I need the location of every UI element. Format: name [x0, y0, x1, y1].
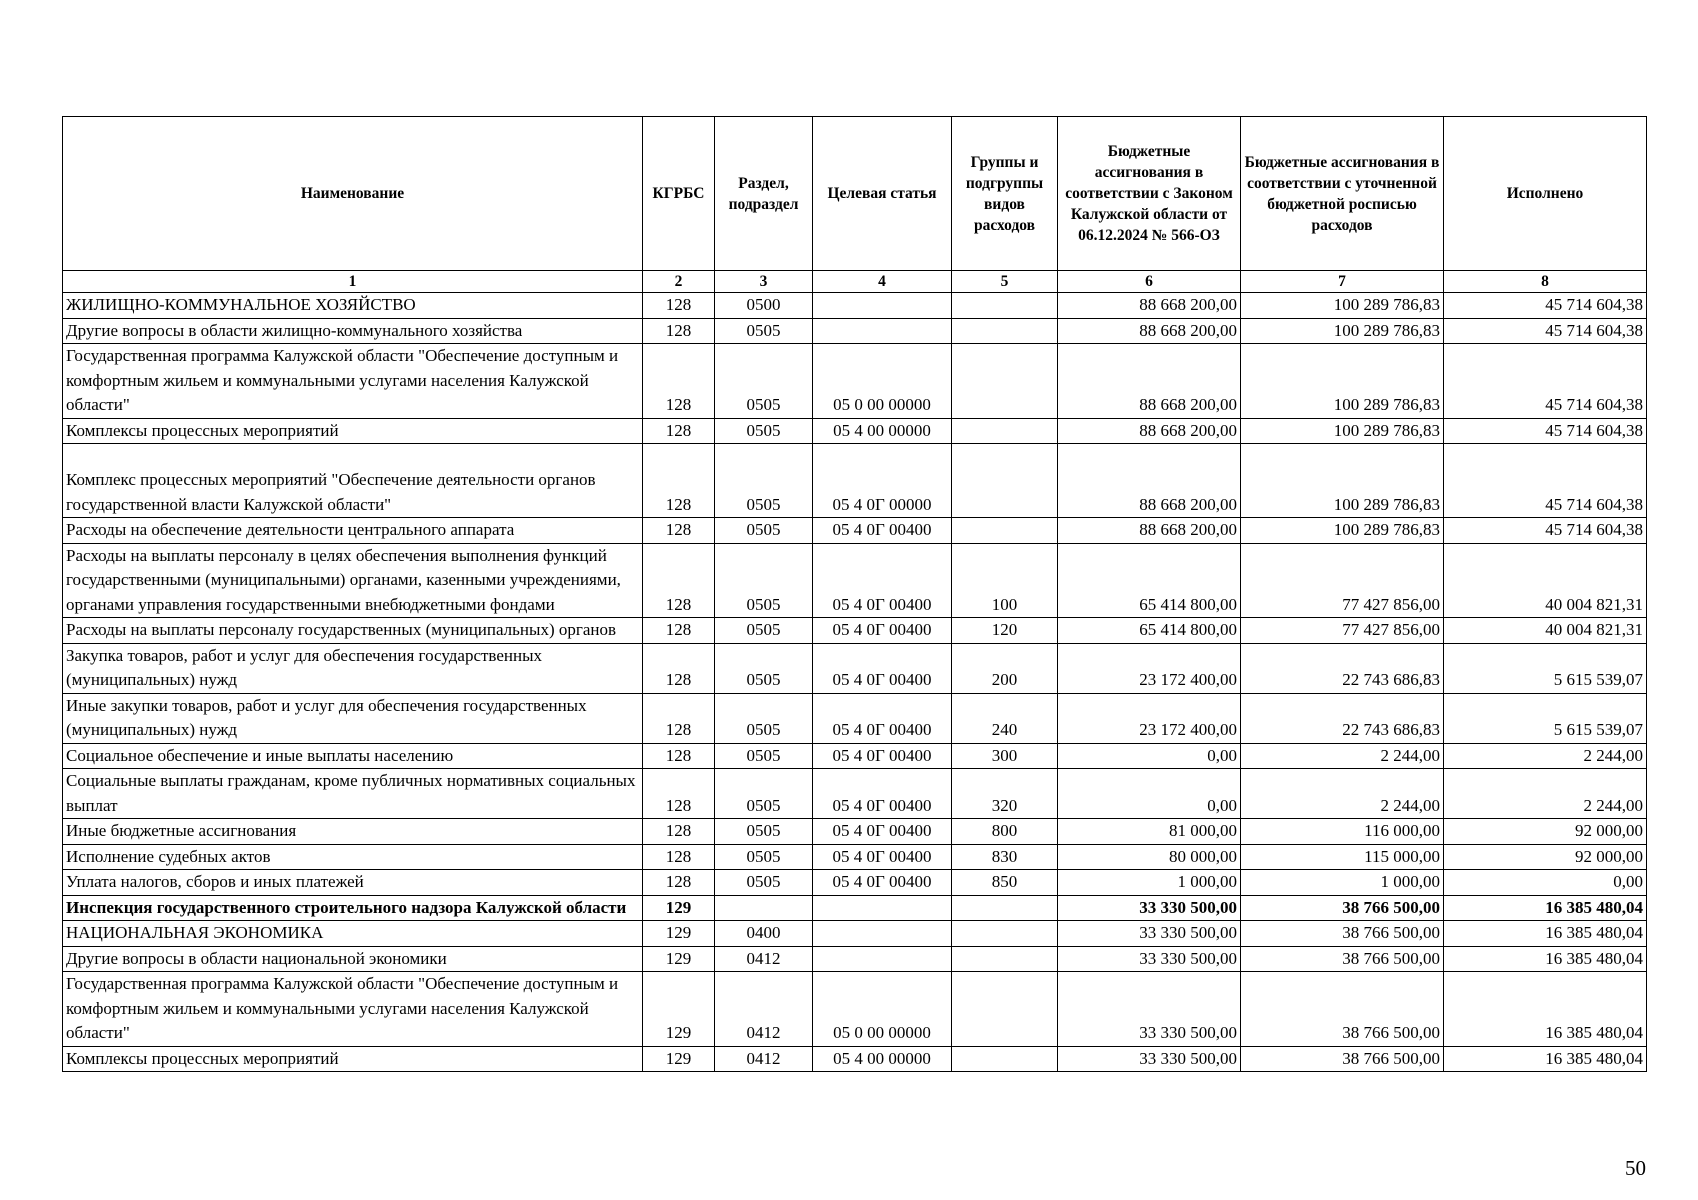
row-razdel: 0505	[715, 743, 813, 769]
row-razdel: 0505	[715, 543, 813, 618]
row-name: Комплексы процессных мероприятий	[63, 1046, 643, 1072]
row-article: 05 4 0Г 00400	[813, 844, 952, 870]
table-row	[63, 769, 1647, 819]
row-executed-amount: 92 000,00	[1444, 844, 1647, 870]
row-razdel: 0505	[715, 643, 813, 693]
row-executed-amount: 5 615 539,07	[1444, 693, 1647, 743]
row-name: Закупка товаров, работ и услуг для обеспечения государственных (муниципальных) нужд	[63, 643, 643, 693]
row-refined-amount: 100 289 786,83	[1241, 444, 1444, 518]
row-refined-amount: 2 244,00	[1241, 769, 1444, 819]
row-group	[952, 318, 1058, 344]
row-razdel: 0505	[715, 518, 813, 544]
row-kgrbs: 128	[643, 618, 715, 644]
row-group: 800	[952, 819, 1058, 845]
row-kgrbs: 128	[643, 870, 715, 896]
column-number-row	[63, 271, 1647, 293]
row-refined-amount: 115 000,00	[1241, 844, 1444, 870]
table-row	[63, 293, 1647, 319]
row-kgrbs: 128	[643, 318, 715, 344]
row-refined-amount: 22 743 686,83	[1241, 643, 1444, 693]
row-law-amount: 88 668 200,00	[1058, 444, 1241, 518]
row-article: 05 4 0Г 00400	[813, 518, 952, 544]
spacer	[66, 444, 639, 468]
column-number: 4	[813, 271, 952, 293]
row-razdel: 0505	[715, 444, 813, 518]
row-law-amount: 1 000,00	[1058, 870, 1241, 896]
row-law-amount: 33 330 500,00	[1058, 946, 1241, 972]
row-law-amount: 88 668 200,00	[1058, 344, 1241, 419]
row-group: 240	[952, 693, 1058, 743]
row-kgrbs: 129	[643, 895, 715, 921]
row-name: ЖИЛИЩНО-КОММУНАЛЬНОЕ ХОЗЯЙСТВО	[63, 293, 643, 319]
row-executed-amount: 45 714 604,38	[1444, 518, 1647, 544]
row-name: Расходы на выплаты персоналу в целях обеспечения выполнения функций государственными (муниципальными) органами, казенными учреждениями, органами управления государственными внебюджетными фондами	[63, 543, 643, 618]
column-number: 5	[952, 271, 1058, 293]
row-razdel: 0505	[715, 693, 813, 743]
column-header-kgrbs: КГРБС	[643, 117, 715, 271]
row-article	[813, 921, 952, 947]
row-executed-amount: 45 714 604,38	[1444, 418, 1647, 444]
table-row	[63, 819, 1647, 845]
row-executed-amount: 45 714 604,38	[1444, 344, 1647, 419]
row-razdel: 0412	[715, 946, 813, 972]
column-header-executed: Исполнено	[1444, 117, 1647, 271]
row-group	[952, 1046, 1058, 1072]
row-refined-amount: 100 289 786,83	[1241, 418, 1444, 444]
table-row	[63, 946, 1647, 972]
row-law-amount: 80 000,00	[1058, 844, 1241, 870]
row-refined-amount: 100 289 786,83	[1241, 293, 1444, 319]
row-group: 320	[952, 769, 1058, 819]
row-group	[952, 921, 1058, 947]
row-kgrbs: 129	[643, 946, 715, 972]
row-name: Другие вопросы в области национальной экономики	[63, 946, 643, 972]
row-group	[952, 344, 1058, 419]
row-kgrbs: 128	[643, 293, 715, 319]
row-group	[952, 418, 1058, 444]
column-number: 6	[1058, 271, 1241, 293]
row-refined-amount: 38 766 500,00	[1241, 972, 1444, 1047]
table-row	[63, 743, 1647, 769]
row-refined-amount: 77 427 856,00	[1241, 618, 1444, 644]
row-law-amount: 88 668 200,00	[1058, 518, 1241, 544]
row-executed-amount: 2 244,00	[1444, 769, 1647, 819]
row-group	[952, 972, 1058, 1047]
table-row	[63, 518, 1647, 544]
row-name: Расходы на выплаты персоналу государственных (муниципальных) органов	[63, 618, 643, 644]
row-kgrbs: 128	[643, 769, 715, 819]
budget-table	[62, 116, 1647, 1072]
table-row	[63, 444, 1647, 518]
row-refined-amount: 38 766 500,00	[1241, 1046, 1444, 1072]
row-group	[952, 293, 1058, 319]
row-article: 05 4 0Г 00400	[813, 743, 952, 769]
row-razdel: 0505	[715, 344, 813, 419]
column-header-refined: Бюджетные ассигнования в соответствии с уточненной бюджетной росписью расходов	[1241, 117, 1444, 271]
row-law-amount: 33 330 500,00	[1058, 921, 1241, 947]
row-name: Государственная программа Калужской области "Обеспечение доступным и комфортным жильем и коммунальными услугами населения Калужской области"	[63, 972, 643, 1047]
row-group: 120	[952, 618, 1058, 644]
row-name-text: Комплекс процессных мероприятий "Обеспечение деятельности органов государственной власти Калужской области"	[66, 470, 596, 514]
row-group: 200	[952, 643, 1058, 693]
row-razdel: 0505	[715, 844, 813, 870]
column-number: 2	[643, 271, 715, 293]
row-razdel: 0505	[715, 769, 813, 819]
table-row	[63, 344, 1647, 419]
row-law-amount: 33 330 500,00	[1058, 895, 1241, 921]
row-law-amount: 23 172 400,00	[1058, 643, 1241, 693]
row-article: 05 4 0Г 00400	[813, 819, 952, 845]
row-article: 05 4 0Г 00400	[813, 870, 952, 896]
row-razdel: 0505	[715, 870, 813, 896]
row-kgrbs: 128	[643, 444, 715, 518]
column-header-article: Целевая статья	[813, 117, 952, 271]
column-header-law: Бюджетные ассигнования в соответствии с Законом Калужской области от 06.12.2024 № 566-ОЗ	[1058, 117, 1241, 271]
table-row	[63, 618, 1647, 644]
row-law-amount: 65 414 800,00	[1058, 618, 1241, 644]
row-executed-amount: 92 000,00	[1444, 819, 1647, 845]
row-group: 850	[952, 870, 1058, 896]
row-article	[813, 318, 952, 344]
row-razdel: 0400	[715, 921, 813, 947]
column-number: 1	[63, 271, 643, 293]
row-article: 05 4 00 00000	[813, 418, 952, 444]
row-name: Иные закупки товаров, работ и услуг для обеспечения государственных (муниципальных) нужд	[63, 693, 643, 743]
row-kgrbs: 128	[643, 344, 715, 419]
row-name	[63, 444, 643, 518]
table-row	[63, 643, 1647, 693]
row-article: 05 4 0Г 00400	[813, 643, 952, 693]
row-refined-amount: 38 766 500,00	[1241, 921, 1444, 947]
row-group	[952, 444, 1058, 518]
row-executed-amount: 16 385 480,04	[1444, 921, 1647, 947]
row-name: НАЦИОНАЛЬНАЯ ЭКОНОМИКА	[63, 921, 643, 947]
column-header-group: Группы и подгруппы видов расходов	[952, 117, 1058, 271]
column-number: 8	[1444, 271, 1647, 293]
row-law-amount: 0,00	[1058, 743, 1241, 769]
column-number: 7	[1241, 271, 1444, 293]
row-law-amount: 23 172 400,00	[1058, 693, 1241, 743]
row-razdel: 0505	[715, 819, 813, 845]
row-article: 05 4 0Г 00400	[813, 543, 952, 618]
row-name: Социальное обеспечение и иные выплаты населению	[63, 743, 643, 769]
row-refined-amount: 116 000,00	[1241, 819, 1444, 845]
row-refined-amount: 38 766 500,00	[1241, 895, 1444, 921]
header-row	[63, 117, 1647, 271]
row-executed-amount: 16 385 480,04	[1444, 895, 1647, 921]
row-razdel: 0505	[715, 318, 813, 344]
row-kgrbs: 128	[643, 743, 715, 769]
row-law-amount: 81 000,00	[1058, 819, 1241, 845]
table-row	[63, 972, 1647, 1047]
table-row	[63, 693, 1647, 743]
row-name: Инспекция государственного строительного надзора Калужской области	[63, 895, 643, 921]
row-kgrbs: 128	[643, 819, 715, 845]
column-header-razdel: Раздел, подраздел	[715, 117, 813, 271]
row-name: Расходы на обеспечение деятельности центрального аппарата	[63, 518, 643, 544]
row-kgrbs: 128	[643, 543, 715, 618]
row-name: Исполнение судебных актов	[63, 844, 643, 870]
row-article: 05 4 0Г 00400	[813, 618, 952, 644]
row-refined-amount: 38 766 500,00	[1241, 946, 1444, 972]
row-executed-amount: 2 244,00	[1444, 743, 1647, 769]
row-name: Другие вопросы в области жилищно-коммунального хозяйства	[63, 318, 643, 344]
row-article: 05 4 00 00000	[813, 1046, 952, 1072]
row-law-amount: 33 330 500,00	[1058, 1046, 1241, 1072]
row-article: 05 0 00 00000	[813, 972, 952, 1047]
row-refined-amount: 100 289 786,83	[1241, 318, 1444, 344]
row-kgrbs: 129	[643, 972, 715, 1047]
row-executed-amount: 40 004 821,31	[1444, 543, 1647, 618]
row-executed-amount: 16 385 480,04	[1444, 972, 1647, 1047]
table-row	[63, 921, 1647, 947]
row-refined-amount: 77 427 856,00	[1241, 543, 1444, 618]
row-razdel	[715, 895, 813, 921]
row-name: Государственная программа Калужской области "Обеспечение доступным и комфортным жильем и коммунальными услугами населения Калужской области"	[63, 344, 643, 419]
row-group	[952, 518, 1058, 544]
row-law-amount: 33 330 500,00	[1058, 972, 1241, 1047]
table-row	[63, 870, 1647, 896]
table-row	[63, 418, 1647, 444]
row-group: 300	[952, 743, 1058, 769]
row-kgrbs: 128	[643, 844, 715, 870]
column-number: 3	[715, 271, 813, 293]
row-article	[813, 946, 952, 972]
row-kgrbs: 128	[643, 418, 715, 444]
row-group	[952, 946, 1058, 972]
page-number: 50	[1625, 1156, 1646, 1180]
row-razdel: 0412	[715, 1046, 813, 1072]
row-refined-amount: 2 244,00	[1241, 743, 1444, 769]
row-refined-amount: 100 289 786,83	[1241, 518, 1444, 544]
table-row	[63, 318, 1647, 344]
row-article: 05 4 0Г 00400	[813, 693, 952, 743]
row-razdel: 0412	[715, 972, 813, 1047]
row-kgrbs: 129	[643, 1046, 715, 1072]
row-razdel: 0505	[715, 418, 813, 444]
row-executed-amount: 45 714 604,38	[1444, 444, 1647, 518]
table-row	[63, 1046, 1647, 1072]
row-law-amount: 88 668 200,00	[1058, 293, 1241, 319]
row-article	[813, 895, 952, 921]
row-law-amount: 0,00	[1058, 769, 1241, 819]
row-group: 830	[952, 844, 1058, 870]
row-kgrbs: 129	[643, 921, 715, 947]
table-row	[63, 543, 1647, 618]
row-kgrbs: 128	[643, 693, 715, 743]
row-executed-amount: 45 714 604,38	[1444, 293, 1647, 319]
row-razdel: 0500	[715, 293, 813, 319]
row-article: 05 4 0Г 00000	[813, 444, 952, 518]
row-refined-amount: 100 289 786,83	[1241, 344, 1444, 419]
row-law-amount: 88 668 200,00	[1058, 318, 1241, 344]
row-kgrbs: 128	[643, 518, 715, 544]
row-refined-amount: 22 743 686,83	[1241, 693, 1444, 743]
row-name: Социальные выплаты гражданам, кроме публичных нормативных социальных выплат	[63, 769, 643, 819]
row-name: Иные бюджетные ассигнования	[63, 819, 643, 845]
row-article	[813, 293, 952, 319]
row-executed-amount: 0,00	[1444, 870, 1647, 896]
row-article: 05 0 00 00000	[813, 344, 952, 419]
row-law-amount: 88 668 200,00	[1058, 418, 1241, 444]
row-executed-amount: 45 714 604,38	[1444, 318, 1647, 344]
table-body	[63, 293, 1647, 1072]
column-header-name: Наименование	[63, 117, 643, 271]
table-row	[63, 844, 1647, 870]
table-row	[63, 895, 1647, 921]
row-executed-amount: 16 385 480,04	[1444, 946, 1647, 972]
row-law-amount: 65 414 800,00	[1058, 543, 1241, 618]
row-group: 100	[952, 543, 1058, 618]
row-name: Уплата налогов, сборов и иных платежей	[63, 870, 643, 896]
row-executed-amount: 16 385 480,04	[1444, 1046, 1647, 1072]
row-refined-amount: 1 000,00	[1241, 870, 1444, 896]
row-kgrbs: 128	[643, 643, 715, 693]
row-executed-amount: 40 004 821,31	[1444, 618, 1647, 644]
row-razdel: 0505	[715, 618, 813, 644]
row-article: 05 4 0Г 00400	[813, 769, 952, 819]
row-executed-amount: 5 615 539,07	[1444, 643, 1647, 693]
row-name: Комплексы процессных мероприятий	[63, 418, 643, 444]
row-group	[952, 895, 1058, 921]
